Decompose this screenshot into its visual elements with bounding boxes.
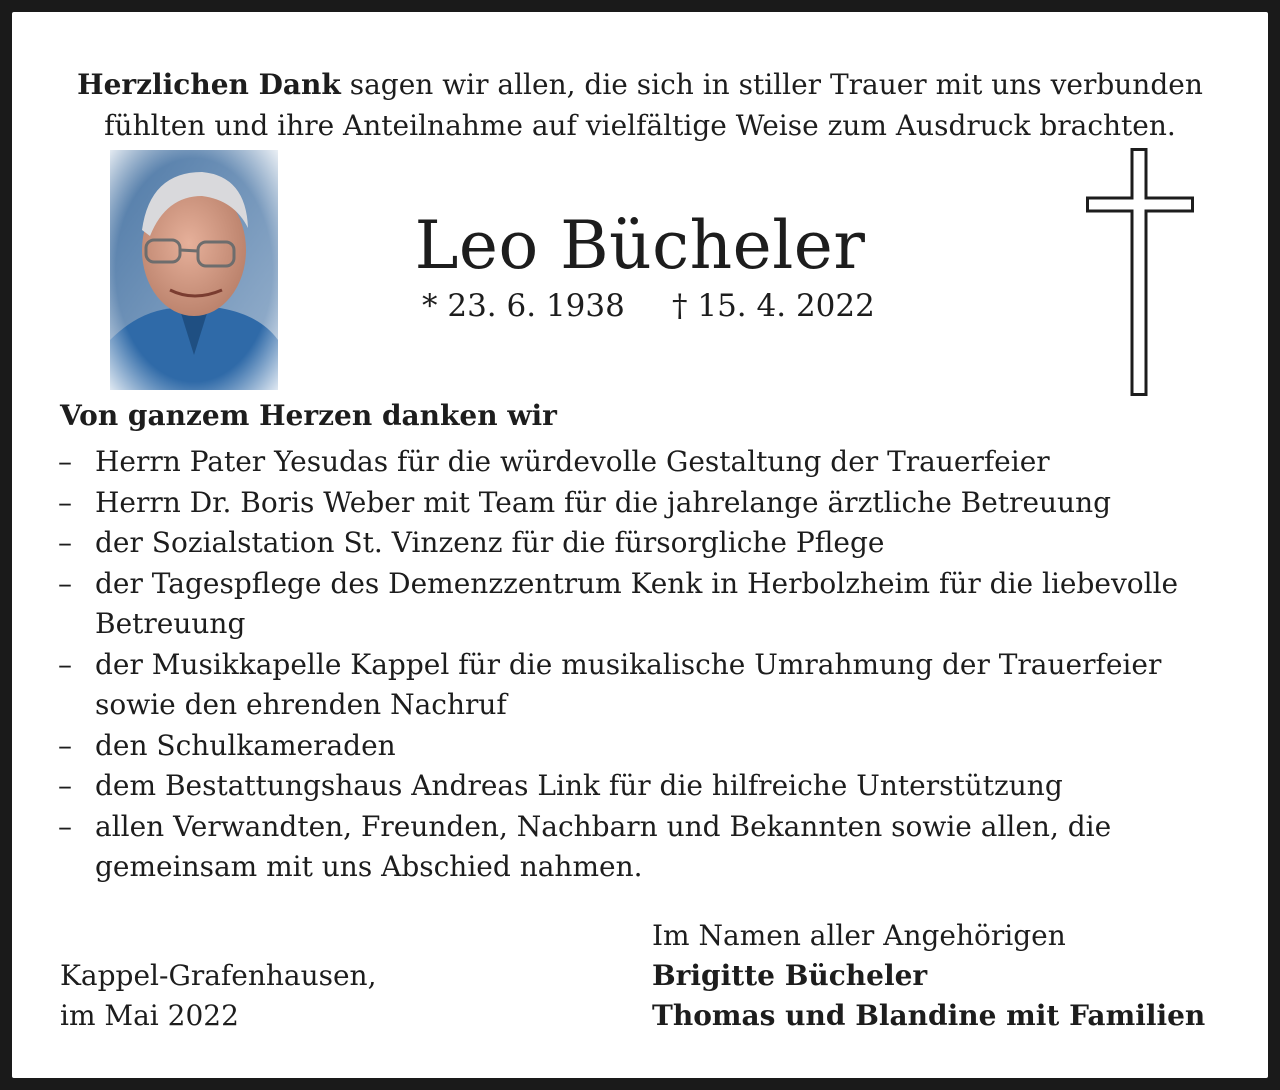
- bullet-dash: –: [58, 809, 72, 843]
- place-line-2: im Mai 2022: [60, 999, 239, 1032]
- bullet-dash: –: [58, 566, 72, 600]
- obituary-card: [12, 12, 1268, 1078]
- thanks-item-text: der Musikkapelle Kappel für die musikalische Umrahmung der Trauerfeier sowie den ehrenden Nachruf: [95, 647, 1162, 721]
- intro-line-1: [12, 64, 1268, 105]
- thanks-item-text: dem Bestattungshaus Andreas Link für die hilfreiche Unterstützung: [95, 769, 1063, 802]
- bullet-dash: –: [58, 728, 72, 762]
- birth-date: * 23. 6. 1938: [422, 288, 625, 324]
- thanks-item: [58, 645, 1218, 726]
- death-date: † 15. 4. 2022: [672, 288, 875, 324]
- thanks-item: [58, 766, 1218, 807]
- thanks-list: [58, 442, 1218, 888]
- thanks-item-text: Herrn Pater Yesudas für die würdevolle Gestaltung der Trauerfeier: [95, 445, 1050, 478]
- bullet-dash: –: [58, 485, 72, 519]
- thanks-item-text: allen Verwandten, Freunden, Nachbarn und Bekannten sowie allen, die gemeinsam mit uns Abschied nahmen.: [95, 809, 1112, 883]
- thanks-item: [58, 483, 1218, 524]
- thanks-item-text: Herrn Dr. Boris Weber mit Team für die jahrelange ärztliche Betreuung: [95, 485, 1112, 519]
- thanks-item-text: der Sozialstation St. Vinzenz für die fürsorgliche Pflege: [95, 526, 885, 559]
- thanks-item: [58, 726, 1218, 767]
- thanks-item: [58, 807, 1218, 888]
- signers-intro: Im Namen aller Angehörigen: [652, 919, 1066, 952]
- thanks-item-text: der Tagespflege des Demenzzentrum Kenk in Herbolzheim für die liebevolle Betreuung: [95, 566, 1179, 640]
- place-date: [60, 956, 377, 1036]
- deceased-name: Leo Bücheler: [414, 207, 866, 284]
- thanks-item: [58, 523, 1218, 564]
- signature-block: [652, 916, 1205, 1036]
- thanks-item: [58, 442, 1218, 483]
- cross-icon: [1086, 148, 1194, 396]
- intro-line-2: fühlten und ihre Anteilnahme auf vielfältige Weise zum Ausdruck brachten.: [104, 109, 1176, 142]
- bullet-dash: –: [58, 445, 72, 478]
- place-line-1: Kappel-Grafenhausen,: [60, 959, 377, 992]
- bullet-dash: –: [58, 647, 72, 681]
- intro-bold: Herzlichen Dank: [77, 68, 341, 101]
- bullet-dash: –: [58, 769, 72, 802]
- thanks-item: [58, 564, 1218, 645]
- thanks-heading: Von ganzem Herzen danken wir: [60, 399, 557, 432]
- signer-name-1: Brigitte Bücheler: [652, 959, 928, 992]
- bullet-dash: –: [58, 526, 72, 559]
- intro-rest: sagen wir allen, die sich in stiller Trauer mit uns verbunden: [340, 68, 1203, 101]
- intro-text: [12, 64, 1268, 146]
- signer-name-2: Thomas und Blandine mit Familien: [652, 999, 1206, 1032]
- thanks-item-text: den Schulkameraden: [95, 728, 396, 762]
